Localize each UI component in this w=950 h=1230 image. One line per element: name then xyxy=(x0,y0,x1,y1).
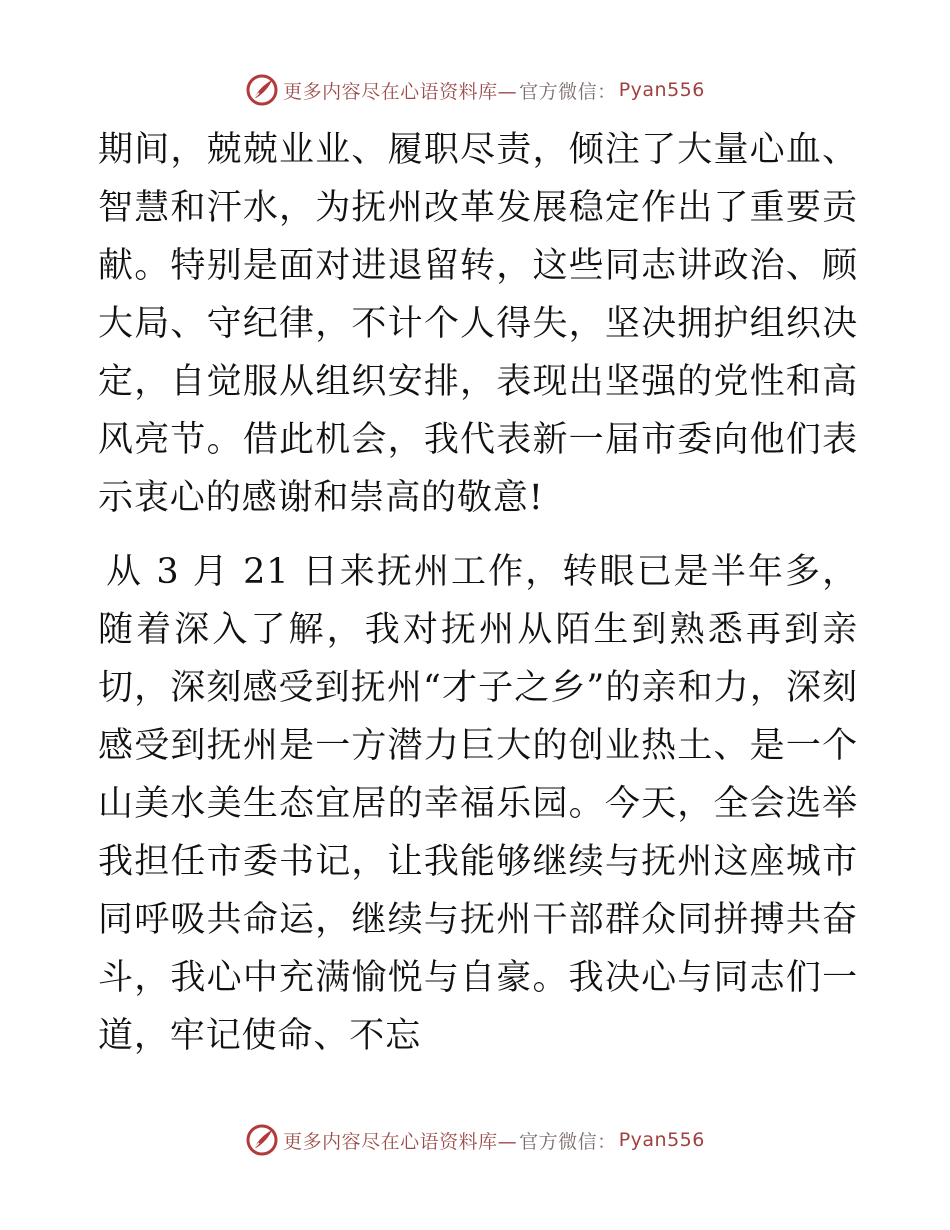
quill-logo-icon xyxy=(245,1123,279,1157)
watermark-wechat-id: Pyan556 xyxy=(618,79,705,101)
watermark-wechat-label: 官方微信： xyxy=(519,1130,617,1153)
quill-logo-icon xyxy=(245,73,279,107)
watermark-text: 更多内容尽在心语资料库— xyxy=(283,80,518,103)
watermark-wechat-id: Pyan556 xyxy=(618,1129,705,1151)
paragraph-1: 期间，兢兢业业、履职尽责，倾注了大量心血、智慧和汗水，为抚州改革发展稳定作出了重要贡献。特别是面对进退留转，这些同志讲政治、顾大局、守纪律，不计个人得失，坚决拥护组织决定，自觉服从组织安排，表现出坚强的党性和高风亮节。借此机会，我代表新一届市委向他们表示衷心的感谢和崇高的敬意! xyxy=(98,130,858,518)
watermark-wechat-label: 官方微信： xyxy=(519,80,617,103)
header-watermark xyxy=(0,70,950,110)
paragraph-2: 从 3 月 21 日来抚州工作，转眼已是半年多，随着深入了解，我对抚州从陌生到熟悉再到亲切，深刻感受到抚州“才子之乡”的亲和力，深刻感受到抚州是一方潜力巨大的创业热土、是一个山美水美生态宜居的幸福乐园。今天，全会选举我担任市委书记，让我能够继续与抚州这座城市同呼吸共命运，继续与抚州干部群众同拼搏共奋斗，我心中充满愉悦与自豪。我决心与同志们一道，牢记使命、不忘 xyxy=(98,552,858,1056)
footer-watermark xyxy=(0,1120,950,1160)
watermark-text: 更多内容尽在心语资料库— xyxy=(283,1130,518,1153)
document-body xyxy=(98,121,858,1065)
